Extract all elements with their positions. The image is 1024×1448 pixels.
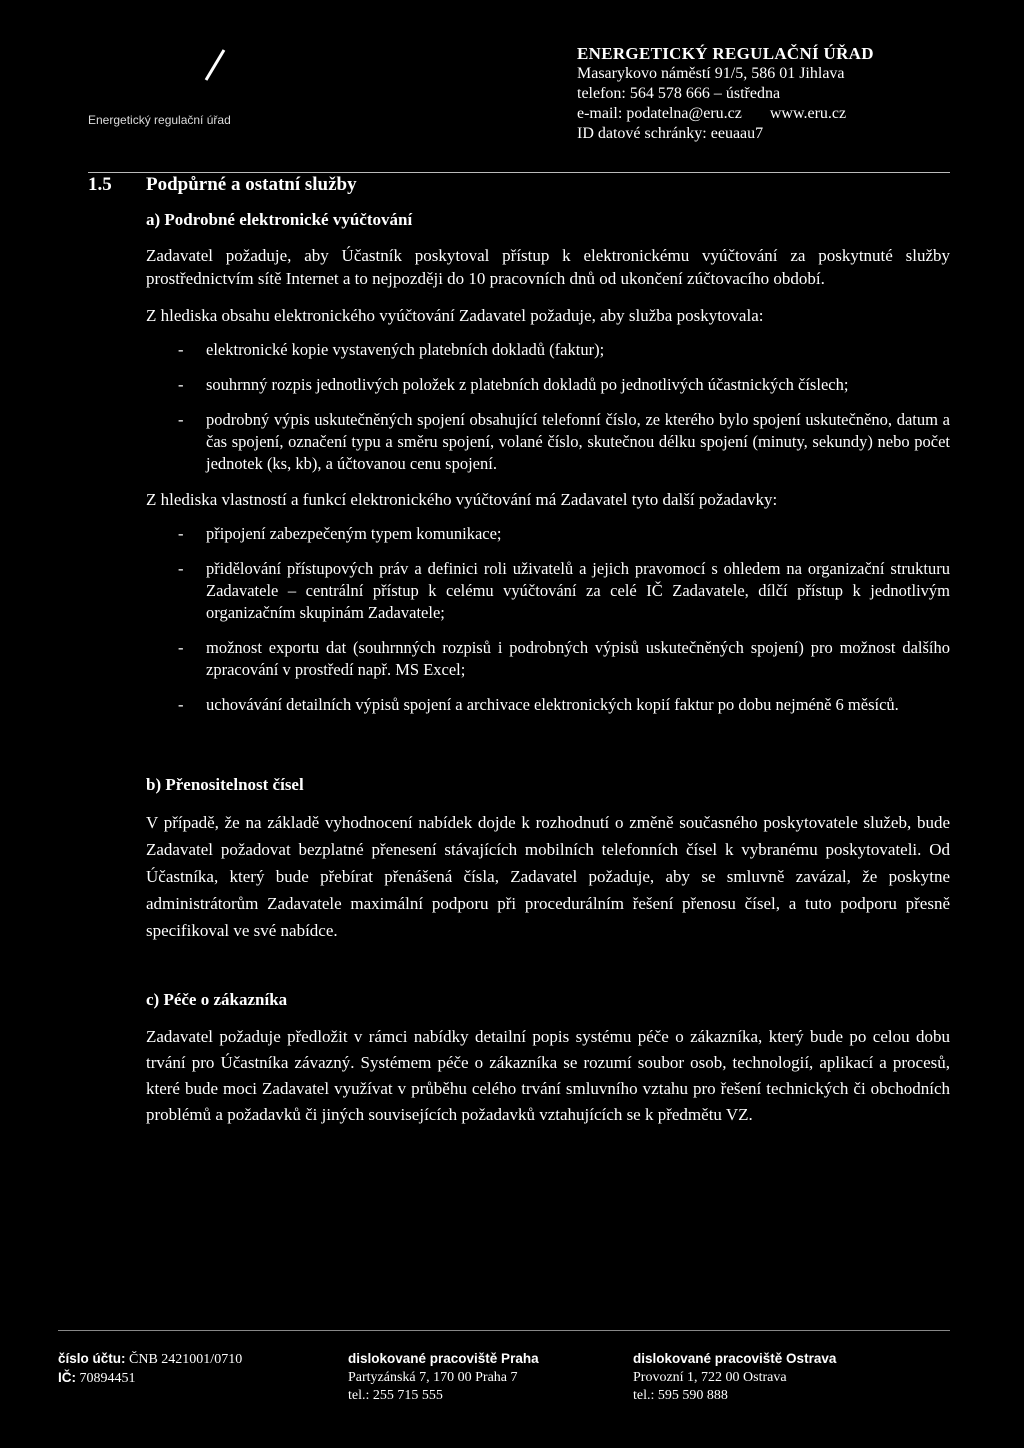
section-number: 1.5 — [88, 174, 112, 195]
ic-value: 70894451 — [79, 1371, 136, 1386]
ic-label: IČ: — [58, 1370, 76, 1385]
list-item: - připojení zabezpečeným typem komunikace; — [178, 524, 502, 543]
paragraph-a2: Z hlediska obsahu elektronického vyúčtování Zadavatel požaduje, aby služba poskytovala: — [146, 306, 764, 325]
org-web: www.eru.cz — [769, 105, 847, 122]
ostrava-title: dislokované pracoviště Ostrava — [633, 1351, 837, 1366]
section-heading — [88, 174, 950, 196]
org-short-name: Energetický regulační úřad — [88, 113, 231, 127]
org-address: Masarykovo náměstí 91/5, 586 01 Jihlava — [577, 65, 845, 82]
feature-requirements-list — [146, 523, 950, 716]
org-phone: telefon: 564 578 666 – ústředna — [577, 85, 781, 102]
subsection-b-heading: b) Přenositelnost čísel — [146, 775, 304, 794]
section-title: Podpůrné a ostatní služby — [146, 174, 357, 195]
subsection-a-heading: a) Podrobné elektronické vyúčtování — [146, 210, 413, 229]
list-item: - možnost exportu dat (souhrnných rozpisů i podrobných výpisů uskutečněných spojení) pro možnost dalšího zpracování v prostředí např. MS Excel; — [178, 638, 950, 679]
paragraph-a1: Zadavatel požaduje, aby Účastník poskytoval přístup k elektronickému vyúčtování za poskytnuté služby prostřednictvím sítě Internet a to nejpozději do 10 pracovních dnů od ukončení zúčtovacího období. — [146, 246, 950, 288]
footer-divider — [58, 1330, 950, 1331]
praha-title: dislokované pracoviště Praha — [348, 1351, 539, 1366]
account-value: ČNB 2421001/0710 — [129, 1352, 243, 1367]
paragraph-a3: Z hlediska vlastností a funkcí elektronického vyúčtování má Zadavatel tyto další požadavky: — [146, 490, 778, 509]
org-contact-block — [577, 44, 874, 144]
praha-address: Partyzánská 7, 170 00 Praha 7 — [348, 1370, 518, 1385]
footer-praha-column — [348, 1350, 633, 1405]
list-item: - souhrnný rozpis jednotlivých položek z platebních dokladů po jednotlivých účastnických číslech; — [178, 375, 849, 394]
praha-tel: tel.: 255 715 555 — [348, 1388, 443, 1403]
list-item: - elektronické kopie vystavených platebních dokladů (faktur); — [178, 340, 605, 359]
org-databox: ID datové schránky: eeuaau7 — [577, 125, 764, 142]
ostrava-tel: tel.: 595 590 888 — [633, 1388, 728, 1403]
org-name: ENERGETICKÝ REGULAČNÍ ÚŘAD — [577, 44, 874, 63]
paragraph-b1: V případě, že na základě vyhodnocení nabídek dojde k rozhodnutí o změně současného poskytovatele služeb, bude Zadavatel požadovat bezplatné přenesení stávajících mobilních telefonních čísel k vybranému poskytovateli. Od Účastníka, který bude přebírat přenášená čísla, Zadavatel požaduje, aby se smluvně zavázal, že poskytne administrátorům Zadavatele maximální podporu při procedurálním řešení přenosu čísel, a tuto podporu přesně specifikoval ve své nabídce. — [146, 813, 950, 940]
org-contact-row — [577, 104, 874, 124]
list-item: - podrobný výpis uskutečněných spojení obsahující telefonní číslo, ze kterého bylo spojení uskutečněno, datum a čas spojení, označení typu a směru spojení, volané číslo, skutečnou délku spojení (minuty, sekundy) nebo počet jednotek (ks, kb), a účtovanou cenu spojení. — [178, 410, 950, 473]
logo-slash-icon — [200, 48, 228, 82]
content-requirements-list — [146, 339, 950, 475]
account-label: číslo účtu: — [58, 1351, 126, 1366]
document-body — [88, 170, 950, 1128]
subsection-c-heading: c) Péče o zákazníka — [146, 990, 288, 1009]
footer-ostrava-column — [633, 1350, 836, 1405]
ostrava-address: Provozní 1, 722 00 Ostrava — [633, 1370, 787, 1385]
paragraph-c1: Zadavatel požaduje předložit v rámci nabídky detailní popis systému péče o zákazníka, který bude po celou dobu trvání pro Účastníka závazný. Systémem péče o zákazníka se rozumí soubor osob, technologií, aplikací a procesů, které bude moci Zadavatel využívat v průběhu celého trvání smluvního vztahu pro řešení technických či obchodních problémů a požadavků či jiných souvisejících požadavků vztahujících se k předmětu VZ. — [146, 1027, 950, 1124]
list-item: - přidělování přístupových práv a definici roli uživatelů a jejich pravomocí s ohledem na organizační strukturu Zadavatele – centrální přístup k celému vyúčtování za celé IČ Zadavatele, dílčí přístup k jednotlivým organizačním skupinám Zadavatele; — [178, 559, 950, 622]
page-footer — [58, 1350, 958, 1405]
footer-bank-column — [58, 1350, 348, 1405]
org-email: e-mail: podatelna@eru.cz — [577, 105, 742, 122]
list-item: - uchovávání detailních výpisů spojení a archivace elektronických kopií faktur po dobu nejméně 6 měsíců. — [178, 695, 899, 714]
